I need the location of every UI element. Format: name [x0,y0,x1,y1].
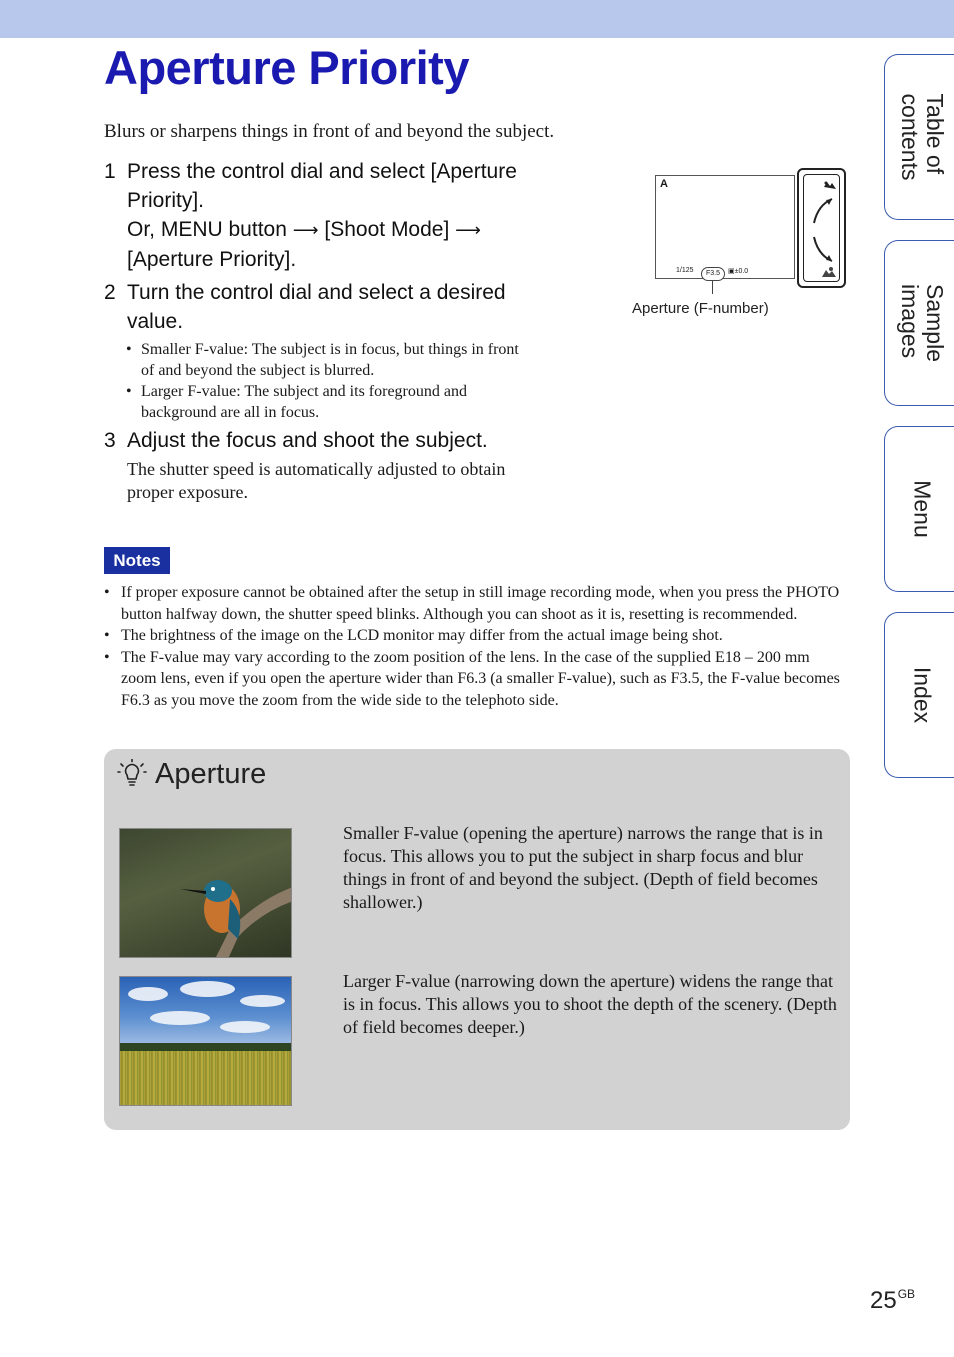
arrow-right-icon: ⟶ [292,220,319,240]
notes-list [104,582,844,711]
step-3 [104,426,567,455]
dial-arrows-icon [804,175,841,283]
step-1 [104,157,567,274]
field-landscape-photo [119,976,292,1106]
tab-label [897,284,947,362]
cloud [180,981,235,997]
step-3-body [127,458,505,504]
step-text-line: [Aperture Priority]. [127,248,297,271]
tab-label: Index [909,666,936,724]
step-number: 3 [104,429,116,452]
dial-inner-frame [803,174,840,282]
tab-label-line: Table of [922,93,948,175]
tab-label-line: images [897,284,923,359]
exposure-value: ▣±0.0 [728,268,749,275]
step-text-line: value. [127,310,184,333]
arrow-right-icon: ⟶ [455,220,481,240]
tab-sample-images[interactable] [884,240,954,406]
step-number: 2 [104,281,116,304]
mode-indicator: A [660,178,668,190]
kingfisher-illustration [120,829,292,958]
tip-paragraph: Larger F-value (narrowing down the aperture) widens the range that is in focus. This allows you to shoot the depth of the scenery. (Depth of field becomes deeper.) [343,971,837,1037]
step-text-line: Turn the control dial and select a desired [127,281,506,304]
step-2 [104,278,567,336]
page-title: Aperture Priority [104,41,469,94]
tab-menu[interactable] [884,426,954,592]
tab-label [897,94,947,181]
step-text-line: Adjust the focus and shoot the subject. [127,429,488,452]
step-text-line [127,215,567,245]
flower-field [120,1051,292,1106]
step-text-segment: Or, MENU button [127,218,287,241]
page-number [870,1279,915,1316]
bullet-item [126,381,566,423]
control-dial-diagram [797,168,846,288]
note-item: • If proper exposure cannot be obtained after the setup in still image recording mode, when you press the PHOTO button halfway down, the shutter speed blinks. Although you can shoot as it is, resetting is recommended. [104,582,844,625]
lightbulb-icon [117,759,147,789]
exposure-text: ±0.0 [734,268,749,275]
step-2-bullets [126,339,566,423]
notes-label: Notes [104,547,170,574]
lcd-screen-diagram [655,175,795,279]
bullet-line: background are all in focus. [141,404,320,421]
step-text-line: Priority]. [127,189,205,212]
note-item: • The F-value may vary according to the zoom position of the lens. In the case of the supplied E18 – 200 mm zoom lens, even if you open the aperture wider than F6.3 (a smaller F-value), such as F3.5, the F-value becomes F6.3 as you move the zoom from the wide side to the telephoto side. [104,647,844,712]
tab-label-line: contents [897,93,923,181]
bullet-line: of and beyond the subject is blurred. [141,362,375,379]
intro-text: Blurs or sharpens things in front of and beyond the subject. [104,121,555,142]
leader-line [712,281,713,294]
step-text-line: Press the control dial and select [Aperture [127,160,517,183]
tab-table-of-contents[interactable] [884,54,954,220]
shutter-speed: 1/125 [676,267,694,274]
f-number-indicator: F3.5 [701,267,725,281]
bullet-item [126,339,566,381]
bullet-line: • Larger F-value: The subject and its foreground and [141,383,467,400]
step-number: 1 [104,160,116,183]
kingfisher-photo [119,828,292,958]
tip-paragraph: Smaller F-value (opening the aperture) narrows the range that is in focus. This allows you to put the subject in sharp focus and blur things in front of and beyond the subject. (Depth of field becomes shallower.) [343,823,823,912]
page-number-suffix: GB [897,1287,916,1301]
tab-label: Menu [909,480,936,538]
cloud [220,1021,270,1033]
tab-label-line: Sample [922,284,948,362]
step-text-segment: [Shoot Mode] [324,218,450,241]
cloud [240,995,285,1007]
note-item: • The brightness of the image on the LCD monitor may differ from the actual image being shot. [104,625,844,647]
top-header-bar [0,0,954,38]
tab-index[interactable] [884,612,954,778]
diagram-caption: Aperture (F-number) [632,300,769,317]
bullet-line: • Smaller F-value: The subject is in focus, but things in front [141,341,519,358]
body-line: proper exposure. [127,482,248,502]
cloud [128,987,168,1001]
tip-title: Aperture [155,758,267,790]
lcd-status-row [676,267,702,274]
body-line: The shutter speed is automatically adjusted to obtain [127,459,506,479]
cloud [150,1011,210,1025]
page-number-value: 25 [870,1287,897,1314]
